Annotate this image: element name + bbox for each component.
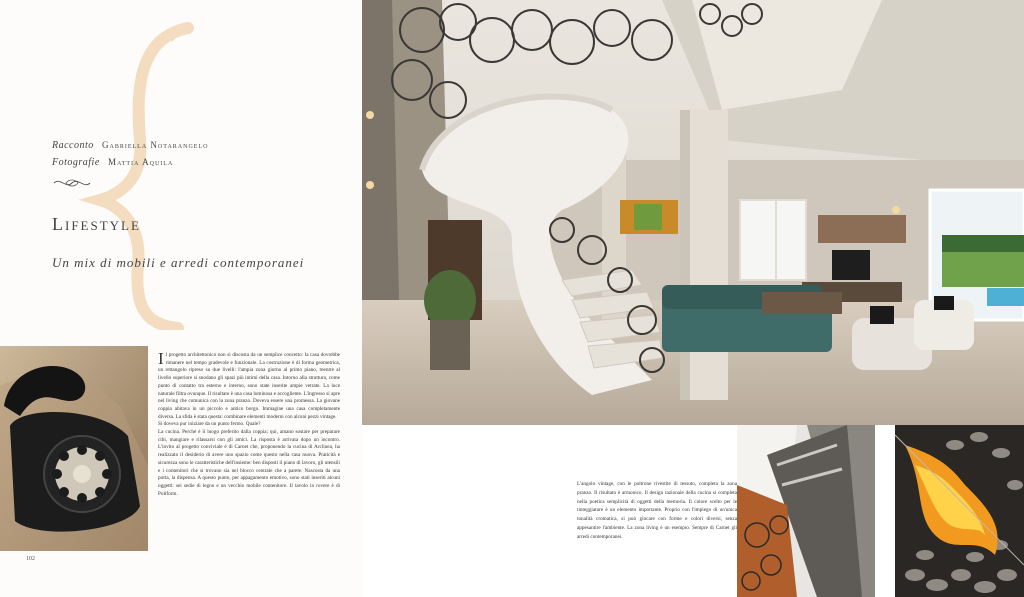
article-body [158,349,340,498]
credit-name: Gabriella Notarangelo [102,140,209,150]
living-room-spiral-staircase-photo [362,0,1024,425]
credit-role: Racconto [52,140,94,151]
staircase-detail-photo [737,425,875,597]
page-number: 102 [26,556,35,562]
decorative-brace [78,20,208,330]
right-page [362,0,1024,597]
credit-role: Fotografie [52,157,100,168]
body-paragraph: Si doveva pur iniziare da un punto fermo. Quale? [158,421,261,428]
vintage-telephone-photo [0,346,148,551]
credit-name: Mattia Aquila [108,157,174,167]
body-paragraph: La cucina. Perché è il luogo preferito dalla coppia; qui, amano sostare per preparare cibi, mangiare e rilassarsi con gli amici. La risposta è arrivata dopo un incontro. L'invito al progetto conviviale è di Carnet che, proponendo la cucina di Arclinea, ha realizzato il desiderio di avere uno spazio come questo nella casa nuova. Praticità e sicurezza sono le caratteristiche dell'insieme: ben disposti il piano di lavoro, gli utensili e i contenitori che si trovano sia nel blocco centrale che a parete. Nascosta da una porta, la dispensa. A questo punto, per appagamento emotivo, sono stati inseriti alcuni oggetti: sei sedie di legno e un vecchio mobile contenitore. Il tavolo in rovere è di Poliform. [158,429,340,497]
credit-story [52,137,208,154]
article-title: Lifestyle [52,214,141,234]
body-paragraph: Il progetto architettonico non si discosta da un semplice concetto: la casa dovrebbe rimanere nel tempo gradevole e funzionale. La costruzione è di forma geometrica, un rettangolo ripreso su due livelli: l'ampia zona giorno al primo piano, mentre al livello superiore si snodano gli spazi più intimi della casa. Intorno alla struttura, come punto di contatto tra esterno e interno, sono state inserite ampie vetrate. La luce naturale filtra ovunque. Il risultato è una casa luminosa e accogliente. L'ingresso si apre nel living che comunica con la zona pranzo. Doveva essere una promessa. La giovane coppia abitava in un piccolo e antico borgo. Immagine una casa completamente diversa. La sfida è stata questa: combinare elementi moderni con alcuni pezzi vintage. [158,349,340,420]
drop-cap: I [158,349,164,368]
photo-caption: L'angolo vintage, con le poltrone rivestite di tessuto, completa la zona pranzo. Il risultato è armonico. Il design razionale della cucina si completa nella poetica semplicità di oggetti della memoria. Il colore scelto per le tinteggiature è un elemento importante. Proprio con l'impiego di un'unica tonalità cromatica, si può giocare con forme e colori diversi, senza appesantire l'ambiente. La zona living è un esempio. Sempre di Carnet gli arredi contemporanei. [577,481,737,540]
flourish-ornament-icon [52,176,92,190]
article-subtitle: Un mix di mobili e arredi contemporanei [52,255,305,270]
credits-block [52,137,208,171]
fireplace-photo [895,425,1024,597]
credit-photos [52,154,208,171]
left-page [0,0,362,597]
